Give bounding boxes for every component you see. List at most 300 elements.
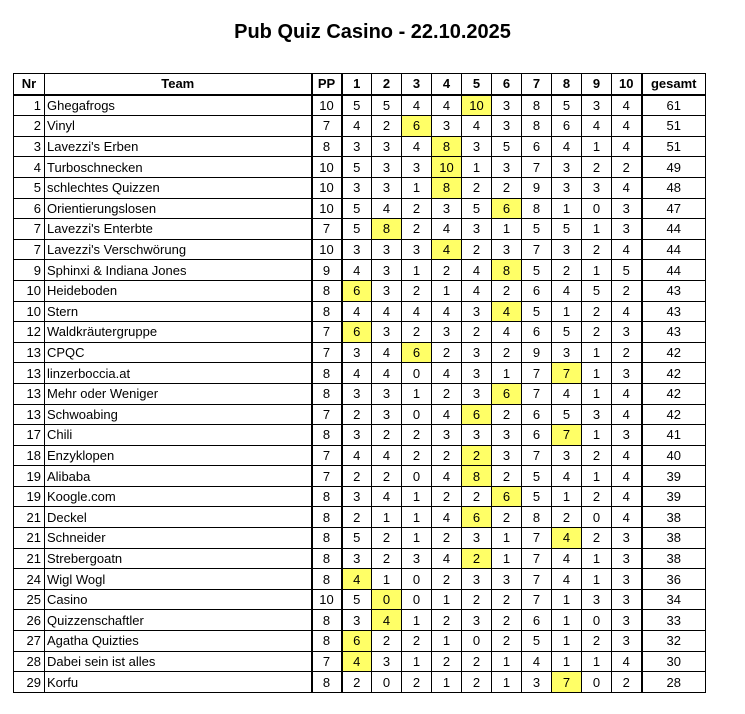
round-1-score-cell: 6 [342,280,372,301]
round-9-score-cell: 1 [582,136,612,157]
header-total: gesamt [642,74,706,95]
total-cell: 61 [642,95,706,116]
team-name-cell: Koogle.com [45,486,312,507]
round-1-score-cell: 4 [342,569,372,590]
total-cell: 40 [642,445,706,466]
round-10-score-cell: 3 [612,528,642,549]
round-2-score-cell: 4 [372,363,402,384]
total-cell: 43 [642,301,706,322]
round-9-score-cell: 0 [582,610,612,631]
round-9-score-cell: 3 [582,177,612,198]
round-6-score-cell: 1 [492,672,522,693]
round-2-score-cell: 3 [372,177,402,198]
round-6-score-cell: 3 [492,157,522,178]
round-7-score-cell: 8 [522,116,552,137]
pp-cell: 7 [312,116,342,137]
round-8-score-cell: 4 [552,528,582,549]
round-10-score-cell: 4 [612,239,642,260]
round-9-score-cell: 2 [582,157,612,178]
rank-cell: 7 [14,239,45,260]
round-1-score-cell: 5 [342,589,372,610]
round-4-score-cell: 4 [432,404,462,425]
round-4-score-cell: 1 [432,631,462,652]
round-1-score-cell: 4 [342,445,372,466]
pp-cell: 7 [312,404,342,425]
round-1-score-cell: 3 [342,425,372,446]
round-6-score-cell: 2 [492,589,522,610]
total-cell: 47 [642,198,706,219]
total-cell: 43 [642,322,706,343]
round-6-score-cell: 2 [492,507,522,528]
round-3-score-cell: 3 [402,239,432,260]
round-4-score-cell: 3 [432,425,462,446]
team-name-cell: Schneider [45,528,312,549]
round-9-score-cell: 2 [582,528,612,549]
round-6-score-cell: 2 [492,177,522,198]
round-8-score-cell: 7 [552,425,582,446]
round-1-score-cell: 3 [342,239,372,260]
round-9-score-cell: 3 [582,95,612,116]
round-5-score-cell: 2 [462,445,492,466]
round-5-score-cell: 2 [462,672,492,693]
round-10-score-cell: 3 [612,363,642,384]
round-5-score-cell: 4 [462,116,492,137]
round-4-score-cell: 1 [432,589,462,610]
round-2-score-cell: 4 [372,610,402,631]
table-row [14,589,706,610]
round-1-score-cell: 3 [342,610,372,631]
round-9-score-cell: 1 [582,219,612,240]
round-4-score-cell: 2 [432,383,462,404]
round-9-score-cell: 2 [582,322,612,343]
table-row [14,363,706,384]
table-row [14,219,706,240]
team-name-cell: Mehr oder Weniger [45,383,312,404]
round-4-score-cell: 2 [432,486,462,507]
results-table [13,73,706,693]
round-7-score-cell: 7 [522,589,552,610]
round-10-score-cell: 3 [612,548,642,569]
round-5-score-cell: 10 [462,95,492,116]
rank-cell: 18 [14,445,45,466]
rank-cell: 29 [14,672,45,693]
round-8-score-cell: 1 [552,610,582,631]
round-3-score-cell: 2 [402,672,432,693]
table-row [14,260,706,281]
rank-cell: 13 [14,383,45,404]
round-8-score-cell: 4 [552,569,582,590]
round-10-score-cell: 5 [612,260,642,281]
round-7-score-cell: 7 [522,569,552,590]
round-10-score-cell: 4 [612,95,642,116]
round-2-score-cell: 4 [372,198,402,219]
total-cell: 30 [642,651,706,672]
round-7-score-cell: 8 [522,507,552,528]
team-name-cell: Lavezzi's Enterbte [45,219,312,240]
pp-cell: 7 [312,342,342,363]
round-7-score-cell: 7 [522,363,552,384]
team-name-cell: Lavezzi's Verschwörung [45,239,312,260]
team-name-cell: Korfu [45,672,312,693]
rank-cell: 13 [14,363,45,384]
pp-cell: 7 [312,445,342,466]
table-row [14,672,706,693]
round-7-score-cell: 9 [522,342,552,363]
round-6-score-cell: 1 [492,528,522,549]
round-10-score-cell: 4 [612,651,642,672]
table-row [14,280,706,301]
table-row [14,239,706,260]
round-5-score-cell: 3 [462,569,492,590]
round-5-score-cell: 3 [462,363,492,384]
round-8-score-cell: 1 [552,631,582,652]
team-name-cell: Casino [45,589,312,610]
team-name-cell: Orientierungslosen [45,198,312,219]
total-cell: 33 [642,610,706,631]
round-2-score-cell: 5 [372,95,402,116]
header-nr: Nr [14,74,45,95]
round-7-score-cell: 6 [522,322,552,343]
round-8-score-cell: 1 [552,198,582,219]
round-7-score-cell: 5 [522,486,552,507]
round-3-score-cell: 0 [402,363,432,384]
team-name-cell: Strebergoatn [45,548,312,569]
round-1-score-cell: 5 [342,95,372,116]
total-cell: 38 [642,548,706,569]
rank-cell: 19 [14,466,45,487]
round-4-score-cell: 3 [432,322,462,343]
round-5-score-cell: 2 [462,486,492,507]
table-row [14,445,706,466]
round-3-score-cell: 2 [402,425,432,446]
round-3-score-cell: 1 [402,177,432,198]
round-1-score-cell: 2 [342,507,372,528]
round-3-score-cell: 1 [402,651,432,672]
table-body [14,95,706,693]
table-row [14,425,706,446]
round-5-score-cell: 2 [462,322,492,343]
round-3-score-cell: 4 [402,136,432,157]
rank-cell: 10 [14,301,45,322]
header-round-4: 4 [432,74,462,95]
round-6-score-cell: 1 [492,363,522,384]
pp-cell: 8 [312,569,342,590]
round-9-score-cell: 1 [582,363,612,384]
round-5-score-cell: 3 [462,136,492,157]
round-5-score-cell: 2 [462,589,492,610]
round-3-score-cell: 1 [402,507,432,528]
round-3-score-cell: 1 [402,383,432,404]
total-cell: 42 [642,363,706,384]
round-8-score-cell: 4 [552,136,582,157]
total-cell: 38 [642,528,706,549]
header-round-6: 6 [492,74,522,95]
round-9-score-cell: 5 [582,280,612,301]
header-row [14,74,706,95]
table-row [14,177,706,198]
round-2-score-cell: 2 [372,116,402,137]
round-5-score-cell: 2 [462,177,492,198]
round-6-score-cell: 5 [492,136,522,157]
round-6-score-cell: 3 [492,239,522,260]
round-9-score-cell: 1 [582,569,612,590]
table-row [14,342,706,363]
round-2-score-cell: 3 [372,239,402,260]
round-4-score-cell: 10 [432,157,462,178]
header-team: Team [45,74,312,95]
round-10-score-cell: 2 [612,280,642,301]
team-name-cell: Quizzenschaftler [45,610,312,631]
round-9-score-cell: 1 [582,548,612,569]
pp-cell: 7 [312,466,342,487]
round-8-score-cell: 2 [552,260,582,281]
pp-cell: 10 [312,198,342,219]
round-8-score-cell: 4 [552,280,582,301]
round-7-score-cell: 6 [522,136,552,157]
pp-cell: 7 [312,219,342,240]
round-5-score-cell: 3 [462,383,492,404]
round-3-score-cell: 6 [402,116,432,137]
team-name-cell: Wigl Wogl [45,569,312,590]
round-3-score-cell: 2 [402,445,432,466]
round-9-score-cell: 4 [582,116,612,137]
team-name-cell: Lavezzi's Erben [45,136,312,157]
round-4-score-cell: 2 [432,610,462,631]
total-cell: 32 [642,631,706,652]
round-1-score-cell: 2 [342,466,372,487]
pp-cell: 8 [312,672,342,693]
pp-cell: 8 [312,528,342,549]
table-row [14,631,706,652]
round-3-score-cell: 0 [402,404,432,425]
round-6-score-cell: 1 [492,548,522,569]
round-2-score-cell: 2 [372,425,402,446]
table-row [14,548,706,569]
round-5-score-cell: 3 [462,219,492,240]
round-8-score-cell: 5 [552,404,582,425]
round-4-score-cell: 2 [432,342,462,363]
round-2-score-cell: 8 [372,219,402,240]
round-8-score-cell: 3 [552,445,582,466]
total-cell: 36 [642,569,706,590]
team-name-cell: Vinyl [45,116,312,137]
round-6-score-cell: 1 [492,219,522,240]
round-1-score-cell: 4 [342,260,372,281]
round-6-score-cell: 6 [492,486,522,507]
round-3-score-cell: 2 [402,280,432,301]
header-round-3: 3 [402,74,432,95]
round-3-score-cell: 1 [402,528,432,549]
round-8-score-cell: 5 [552,219,582,240]
total-cell: 38 [642,507,706,528]
round-9-score-cell: 3 [582,404,612,425]
pp-cell: 8 [312,280,342,301]
round-10-score-cell: 4 [612,486,642,507]
table-row [14,383,706,404]
round-4-score-cell: 4 [432,548,462,569]
round-2-score-cell: 3 [372,157,402,178]
round-10-score-cell: 4 [612,177,642,198]
pp-cell: 8 [312,610,342,631]
round-4-score-cell: 4 [432,239,462,260]
table-row [14,528,706,549]
pp-cell: 10 [312,239,342,260]
round-7-score-cell: 5 [522,466,552,487]
round-2-score-cell: 4 [372,445,402,466]
round-10-score-cell: 3 [612,569,642,590]
total-cell: 42 [642,383,706,404]
team-name-cell: CPQC [45,342,312,363]
round-8-score-cell: 3 [552,342,582,363]
table-row [14,507,706,528]
round-6-score-cell: 2 [492,280,522,301]
round-6-score-cell: 1 [492,651,522,672]
rank-cell: 28 [14,651,45,672]
round-9-score-cell: 0 [582,507,612,528]
header-pp: PP [312,74,342,95]
round-6-score-cell: 8 [492,260,522,281]
round-6-score-cell: 4 [492,301,522,322]
round-10-score-cell: 3 [612,219,642,240]
team-name-cell: Enzyklopen [45,445,312,466]
round-4-score-cell: 1 [432,672,462,693]
round-1-score-cell: 3 [342,136,372,157]
team-name-cell: linzerboccia.at [45,363,312,384]
total-cell: 42 [642,342,706,363]
table-row [14,404,706,425]
round-5-score-cell: 3 [462,425,492,446]
round-10-score-cell: 3 [612,610,642,631]
round-8-score-cell: 1 [552,589,582,610]
round-6-score-cell: 2 [492,631,522,652]
round-1-score-cell: 6 [342,322,372,343]
rank-cell: 13 [14,342,45,363]
rank-cell: 17 [14,425,45,446]
round-7-score-cell: 5 [522,301,552,322]
round-5-score-cell: 3 [462,301,492,322]
round-4-score-cell: 4 [432,363,462,384]
round-6-score-cell: 3 [492,116,522,137]
round-8-score-cell: 1 [552,301,582,322]
round-2-score-cell: 2 [372,466,402,487]
round-7-score-cell: 3 [522,672,552,693]
round-2-score-cell: 3 [372,651,402,672]
rank-cell: 13 [14,404,45,425]
round-5-score-cell: 5 [462,198,492,219]
rank-cell: 12 [14,322,45,343]
round-1-score-cell: 3 [342,177,372,198]
round-3-score-cell: 1 [402,610,432,631]
round-8-score-cell: 3 [552,177,582,198]
round-7-score-cell: 4 [522,651,552,672]
round-1-score-cell: 3 [342,548,372,569]
round-2-score-cell: 3 [372,260,402,281]
total-cell: 28 [642,672,706,693]
round-2-score-cell: 4 [372,486,402,507]
round-3-score-cell: 3 [402,548,432,569]
round-10-score-cell: 2 [612,342,642,363]
total-cell: 39 [642,486,706,507]
rank-cell: 2 [14,116,45,137]
table-row [14,486,706,507]
round-3-score-cell: 4 [402,301,432,322]
rank-cell: 10 [14,280,45,301]
total-cell: 39 [642,466,706,487]
round-10-score-cell: 4 [612,301,642,322]
round-2-score-cell: 0 [372,589,402,610]
total-cell: 44 [642,260,706,281]
pp-cell: 8 [312,548,342,569]
table-row [14,116,706,137]
table-row [14,136,706,157]
round-4-score-cell: 2 [432,445,462,466]
round-6-score-cell: 3 [492,569,522,590]
round-2-score-cell: 3 [372,322,402,343]
header-round-7: 7 [522,74,552,95]
round-1-score-cell: 5 [342,198,372,219]
round-3-score-cell: 0 [402,589,432,610]
round-8-score-cell: 5 [552,95,582,116]
round-9-score-cell: 2 [582,631,612,652]
round-1-score-cell: 4 [342,363,372,384]
round-9-score-cell: 2 [582,486,612,507]
table-row [14,466,706,487]
round-6-score-cell: 3 [492,445,522,466]
team-name-cell: Turboschnecken [45,157,312,178]
pp-cell: 9 [312,260,342,281]
round-6-score-cell: 6 [492,198,522,219]
round-9-score-cell: 1 [582,260,612,281]
round-5-score-cell: 0 [462,631,492,652]
round-4-score-cell: 4 [432,466,462,487]
round-9-score-cell: 1 [582,651,612,672]
round-8-score-cell: 4 [552,548,582,569]
round-5-score-cell: 2 [462,239,492,260]
header-round-2: 2 [372,74,402,95]
round-2-score-cell: 2 [372,631,402,652]
total-cell: 44 [642,239,706,260]
round-3-score-cell: 3 [402,157,432,178]
round-10-score-cell: 3 [612,198,642,219]
total-cell: 41 [642,425,706,446]
total-cell: 49 [642,157,706,178]
round-7-score-cell: 8 [522,95,552,116]
table-row [14,569,706,590]
round-9-score-cell: 2 [582,445,612,466]
rank-cell: 7 [14,219,45,240]
round-6-score-cell: 3 [492,95,522,116]
rank-cell: 4 [14,157,45,178]
total-cell: 51 [642,136,706,157]
team-name-cell: Ghegafrogs [45,95,312,116]
round-2-score-cell: 3 [372,404,402,425]
round-5-score-cell: 4 [462,280,492,301]
total-cell: 43 [642,280,706,301]
round-5-score-cell: 1 [462,157,492,178]
team-name-cell: schlechtes Quizzen [45,177,312,198]
pp-cell: 7 [312,651,342,672]
round-2-score-cell: 3 [372,280,402,301]
round-7-score-cell: 7 [522,239,552,260]
round-6-score-cell: 2 [492,342,522,363]
round-5-score-cell: 3 [462,610,492,631]
pp-cell: 10 [312,589,342,610]
round-10-score-cell: 3 [612,631,642,652]
round-5-score-cell: 4 [462,260,492,281]
round-5-score-cell: 3 [462,528,492,549]
round-1-score-cell: 3 [342,383,372,404]
round-4-score-cell: 8 [432,177,462,198]
